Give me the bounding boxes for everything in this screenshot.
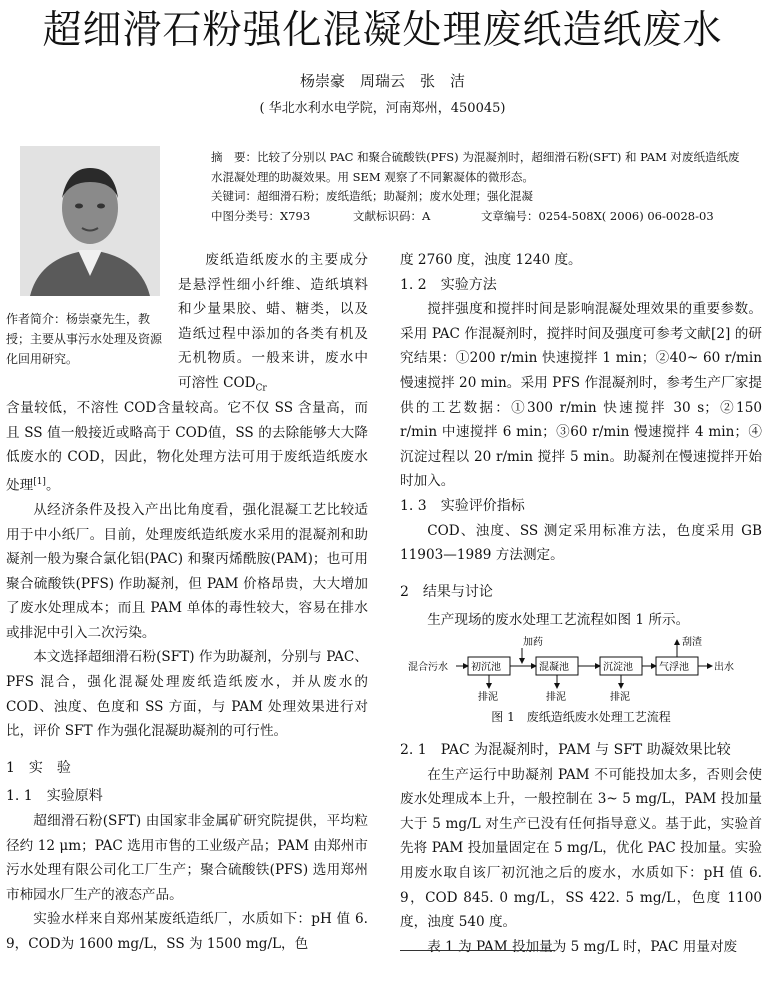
- intro-paragraph-1: [6, 396, 368, 498]
- abstract-text-2: 水混凝处理的助凝效果。用 SEM 观察了不同絮凝体的微形态。: [211, 169, 534, 184]
- figure-1-caption: 图 1 废纸造纸废水处理工艺流程: [491, 710, 671, 724]
- flow-box-1-label: 初沉池: [471, 662, 501, 673]
- flow-sludge-label-2: 排泥: [546, 692, 566, 703]
- process-flow-diagram: [400, 632, 762, 712]
- section-2-heading: 2 结果与讨论: [400, 583, 493, 600]
- flow-box-4-label: 气浮池: [659, 662, 689, 673]
- evaluation-paragraph: COD、浊度、SS 测定采用标准方法，色度采用 GB 11903—1989 方法测定。: [400, 522, 762, 564]
- materials-paragraph: 超细滑石粉(SFT) 由国家非金属矿研究院提供，平均粒径约 12 μm；PAC 选用市售的工业级产品；PAM 由郑州市污水处理有限公司化工厂生产；聚合硫酸铁(PFS) 选用郑州市柿园水厂生产的液态产品。: [6, 813, 368, 903]
- citation-1: [1]: [33, 476, 46, 487]
- flow-output-label: 出水: [714, 662, 734, 673]
- right-column-lower: [400, 738, 762, 959]
- section-1-3-heading: 1. 3 实验评价指标: [400, 497, 525, 514]
- flow-scum-label: 刮渣: [682, 637, 702, 648]
- flow-box-2-label: 混凝池: [539, 662, 569, 673]
- section-1-heading: 1 实 验: [6, 759, 71, 776]
- author-portrait-icon: [20, 146, 160, 296]
- intro-paragraph-1-end: 。: [45, 477, 60, 494]
- abstract-label: 摘 要：: [211, 150, 257, 164]
- author-bio: 作者简介：杨崇豪先生，教授；主要从事污水处理及资源化回用研究。: [6, 312, 163, 366]
- intro-paragraph-1-text: 含量较低，不溶性 COD含量较高。它不仅 SS 含量高，而且 SS 值一般接近或略高于 COD值，SS 的去除能够大大降低废水的 COD，因此，物化处理方法可用于废纸造纸废水处理: [6, 400, 368, 494]
- clc-number: 中图分类号：X793: [211, 208, 311, 223]
- section-1-1-heading: 1. 1 实验原料: [6, 788, 103, 805]
- footnote-divider: [400, 950, 555, 951]
- flow-box-3-label: 沉淀池: [603, 662, 633, 673]
- paper-title: 超细滑石粉强化混凝处理废纸造纸废水: [42, 8, 723, 53]
- abstract-block: [211, 148, 751, 226]
- intro-paragraph-3: 本文选择超细滑石粉(SFT) 作为助凝剂，分别与 PAC、PFS 混合，强化混凝处理废纸造纸废水，并从废水的 COD、浊度、色度和 SS 方面，与 PAM 处理效果进行对比，评价 SFT 作为强化混凝助凝剂的可行性。: [6, 649, 368, 740]
- abstract-text-1: 比较了分别以 PAC 和聚合硫酸铁(PFS) 为混凝剂时，超细滑石粉(SFT) 和 PAM 对废纸造纸废: [257, 150, 740, 164]
- author-photo: [20, 146, 160, 296]
- flow-input-label: 混合污水: [408, 662, 448, 673]
- article-number: 文章编号：0254-508X( 2006) 06-0028-03: [481, 208, 714, 223]
- document-code: 文献标识码：A: [353, 208, 431, 223]
- abstract-line-1: [211, 148, 751, 168]
- intro-top-text: [178, 248, 368, 401]
- affiliation: ( 华北水利水电学院，河南郑州，450045): [259, 101, 506, 116]
- method-paragraph: 搅拌强度和搅拌时间是影响混凝处理效果的重要参数。采用 PAC 作混凝剂时，搅拌时间及强度可参考文献[2] 的研究结果：①200 r/min 快速搅拌 1 min；②40~ 60 r/min 慢速搅拌 20 min。采用 PFS 作混凝剂时，参考生产厂家提供的工艺数据：①300 r/min 快速搅拌 30 s；②150 r/min 中速搅拌 6 min；③60 r/min 慢速搅拌 4 min；④沉淀过程以 20 r/min 搅拌 5 min。助凝剂在慢速搅拌开始时加入。: [400, 301, 762, 490]
- sample-paragraph-cont: 度 2760 度，浊度 1240 度。: [400, 252, 582, 268]
- results-paragraph: 在生产运行中助凝剂 PAM 不可能投加太多，否则会使废水处理成本上升，一般控制在 3~ 5 mg/L，PAM 投加量大于 5 mg/L 对生产已没有任何指导意义。基于此，实验首先将 PAM 投加量固定在 5 mg/L，优化 PAC 投加量。实验用废水取自该厂初沉池之后的废水，水质如下：pH 值 6. 9，COD 845. 0 mg/L，SS 422. 5 mg/L，色度 1100 度，浊度 540 度。: [400, 766, 762, 931]
- section-1-2-heading: 1. 2 实验方法: [400, 276, 497, 293]
- flow-sludge-label-3: 排泥: [610, 692, 630, 703]
- sample-paragraph: 实验水样来自郑州某废纸造纸厂，水质如下：pH 值 6. 9，COD为 1600 mg/L，SS 为 1500 mg/L，色: [6, 911, 368, 952]
- process-intro-paragraph: 生产现场的废水处理工艺流程如图 1 所示。: [427, 612, 690, 629]
- section-2-1-heading: 2. 1 PAC 为混凝剂时，PAM 与 SFT 助凝效果比较: [400, 742, 731, 758]
- intro-paragraph-2: 从经济条件及投入产出比角度看，强化混凝工艺比较适用于中小纸厂。目前，处理废纸造纸废水采用的混凝剂和助凝剂一般为聚合氯化铝(PAC) 和聚丙烯酰胺(PAM)；也可用聚合硫酸铁(PFS) 作助凝剂，但 PAM 价格昂贵，大大增加了废水处理成本；而且 PAM 单体的毒性较大，容易在排水或排泥中引入二次污染。: [6, 501, 368, 641]
- flow-sludge-label-1: 排泥: [478, 692, 498, 703]
- classification-row: [211, 207, 751, 227]
- intro-paragraph-start: 废纸造纸废水的主要成分是悬浮性细小纤维、造纸填料和少量果胶、蜡、糖类，以及造纸过程中添加的各类有机及无机物质。一般来讲，废水中可溶性 COD: [178, 252, 368, 391]
- flow-dosing-label: 加药: [523, 637, 543, 648]
- table-intro-paragraph: 表 1 为 PAM 投加量为 5 mg/L 时，PAC 用量对废: [427, 938, 738, 955]
- right-column: [400, 248, 762, 633]
- authors: 杨崇豪 周瑞云 张 洁: [299, 72, 465, 90]
- keywords: 关键词：超细滑石粉；废纸造纸；助凝剂；废水处理；强化混凝: [211, 189, 533, 203]
- left-column: [6, 396, 368, 957]
- cr-subscript: Cr: [255, 383, 267, 394]
